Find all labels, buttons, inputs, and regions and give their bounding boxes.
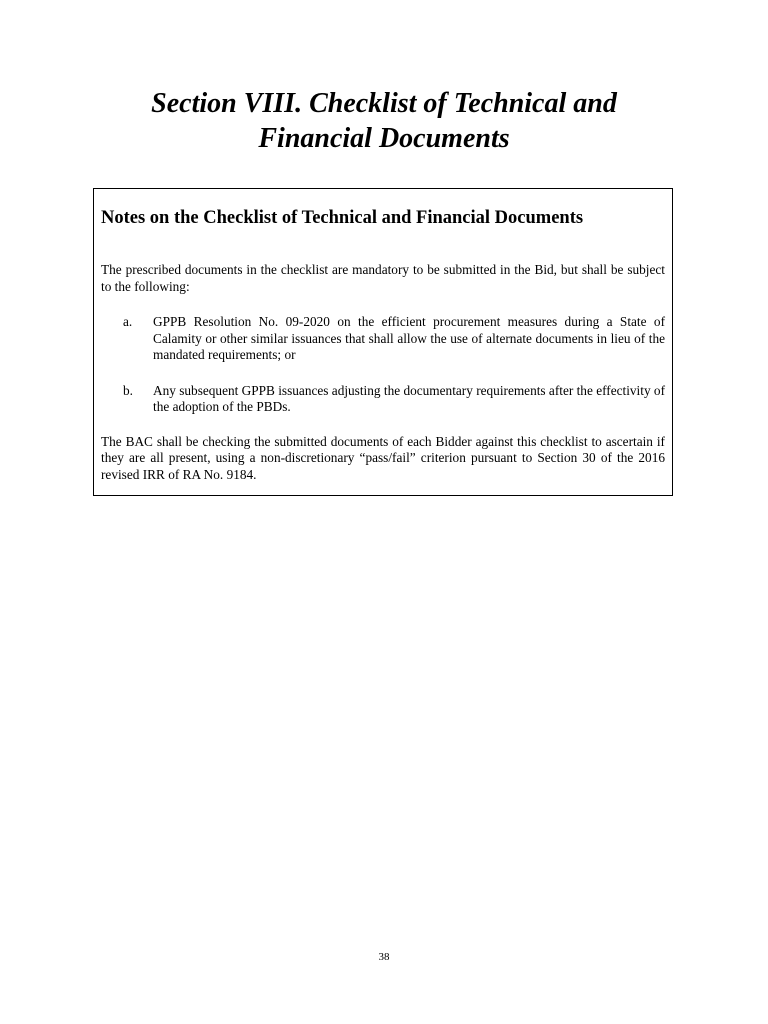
notes-closing-paragraph: The BAC shall be checking the submitted documents of each Bidder against this checklist to ascertain if they are all present, using a non-discretionary “pass/fail” criterion pursuant to Section 30 of the 2016 revised IRR of RA No. 9184. [101,433,665,482]
list-item-text: GPPB Resolution No. 09-2020 on the efficient procurement measures during a State of Calamity or other similar issuances that shall allow the use of alternate documents in lieu of the mandated requirements; or [153,314,665,362]
notes-box [93,188,673,496]
page-number: 38 [378,951,390,963]
list-item-text: Any subsequent GPPB issuances adjusting the documentary requirements after the effectivity of the adoption of the PBDs. [153,382,665,414]
page-title-line-2: Financial Documents [258,123,510,154]
page-title-line-1: Section VIII. Checklist of Technical and [151,88,617,119]
list-item [101,314,665,364]
list-item [101,383,665,416]
notes-intro-paragraph: The prescribed documents in the checklist are mandatory to be submitted in the Bid, but shall be subject to the following: [101,262,665,294]
page-title [0,86,768,156]
list-item-marker: b. [123,382,133,398]
notes-heading: Notes on the Checklist of Technical and Financial Documents [101,208,584,228]
list-item-marker: a. [123,314,133,329]
notes-list [101,314,665,416]
